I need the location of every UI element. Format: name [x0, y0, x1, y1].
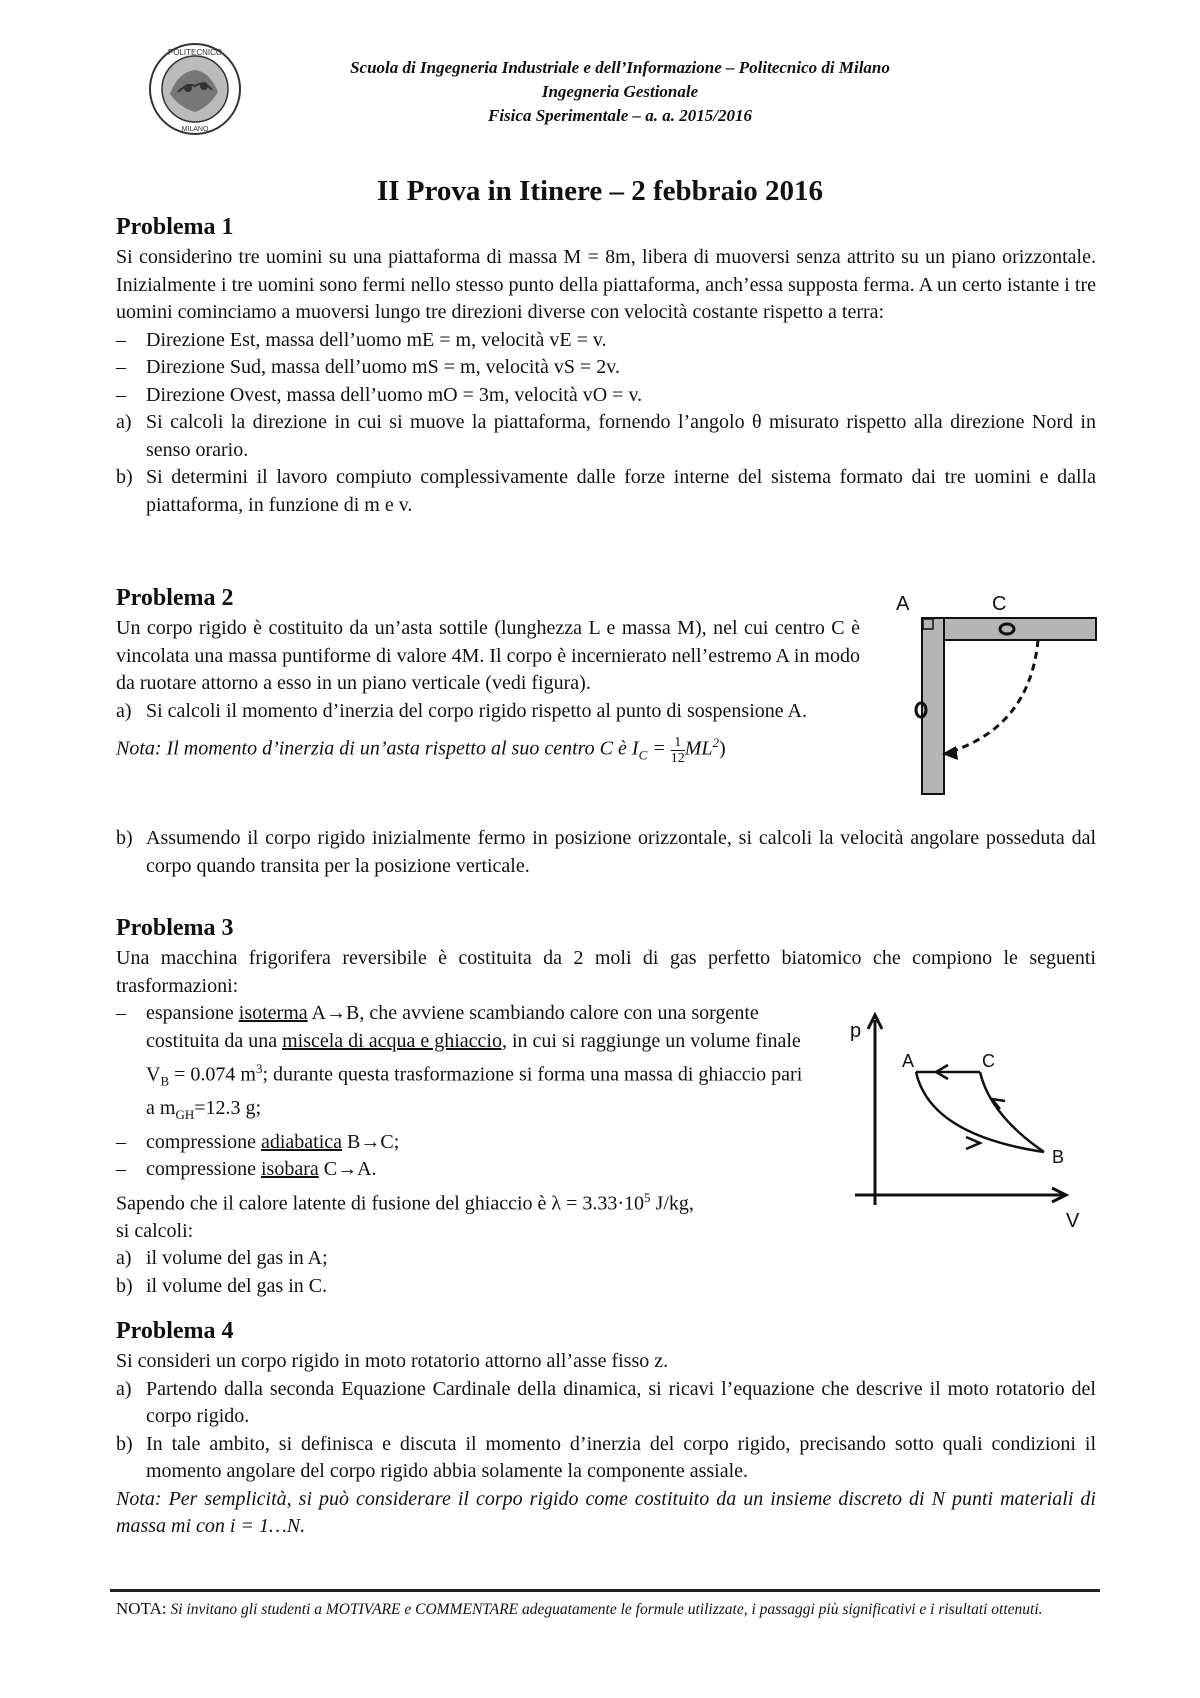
direction-item: – Direzione Ovest, massa dell’uomo mO = 3m, velocità vO = v.: [116, 383, 643, 406]
problem-1-intro: Si considerino tre uomini su una piattaforma di massa M = 8m, libera di muoversi senza attrito su un piano orizzontale. Inizialmente i tre uomini sono fermi nello stesso punto della piattaforma, anch’essa supposta ferma. A un certo istante i tre uomini cominciamo a muoversi lungo tre direzioni diverse con velocità costante rispetto a terra:: [116, 246, 1096, 323]
problem-2-question-b: b) Assumendo il corpo rigido inizialmente fermo in posizione orizzontale, si calcoli la velocità angolare posseduta dal corpo quando transita per la posizione verticale.: [116, 827, 1096, 877]
problem-4-heading: Problema 4: [116, 1318, 234, 1344]
problem-4-body: [116, 1348, 1096, 1541]
footer-label: NOTA:: [116, 1599, 167, 1618]
question-a: a) Partendo dalla seconda Equazione Cardinale della dinamica, si ricavi l’equazione che descrive il moto rotatorio del corpo rigido.: [116, 1377, 1096, 1427]
problem-2-nota: Nota: Il momento d’inerzia di un’asta rispetto al suo centro C è $I_C$ = $\frac{1}{12}$ $ML^2$): [116, 734, 726, 766]
problem-2-heading: Problema 2: [116, 585, 234, 611]
question-b: b) In tale ambito, si definisca e discuta il momento d’inerzia del corpo rigido, precisando sotto quali condizioni il momento angolare del corpo rigido abbia solamente la componente assiale.: [116, 1432, 1096, 1482]
svg-text:B: B: [1052, 1147, 1065, 1167]
transformation-item: – espansione isoterma A→B, che avviene scambiando calore con una sorgente costituita da una miscela di acqua e ghiaccio, in cui si raggiunge un volume finale $V_B = 0.074$ $m^3$; durante questa trasformazione si forma una massa di ghiaccio pari a $m_{GH}=12.3$ g;: [116, 1002, 803, 1123]
direction-item: – Direzione Est, massa dell’uomo mE = m, velocità vE = v.: [116, 328, 607, 351]
footer-text: Si invitano gli studenti a MOTIVARE e COMMENTARE adeguatamente le formule utilizzate, i passaggi più significativi e i risultati ottenuti.: [166, 1601, 1043, 1618]
problem-3-body: – espansione isoterma A→B, che avviene scambiando calore con una sorgente costituita da una miscela di acqua e ghiaccio, in cui si raggiunge un volume finale $V_B = 0.074$ $m^3$; durante questa trasformazione si forma una massa di ghiaccio pari a $m_{GH}=12.3$ g; – compressione adiabatica B→C; – compressione isobara C→A. Sapendo che il calore latente di fusione del ghiaccio è $\lambda = 3.33\cdot 10^5$ J/kg, si calcoli: a) il volume del gas in A; b) il volume del gas in C.: [116, 1000, 816, 1300]
question-a: a) Si calcoli il momento d’inerzia del corpo rigido rispetto al punto di sospensione A.: [116, 699, 807, 722]
svg-text:MILANO: MILANO: [181, 126, 209, 133]
label-a: A: [896, 593, 910, 615]
horizontal-rod: [922, 618, 1096, 640]
problem-2-intro: Un corpo rigido è costituito da un’asta sottile (lunghezza L e massa M), nel cui centro C è vincolata una massa puntiforme di valore 4M. Il corpo è incernierato nell’estremo A in modo da ruotare attorno a esso in un piano verticale (vedi figura).: [116, 617, 860, 694]
problem-3-intro: Una macchina frigorifera reversibile è costituita da 2 moli di gas perfetto biatomico che compiono le seguenti trasformazioni:: [116, 947, 1096, 997]
problem-3-heading: Problema 3: [116, 915, 234, 941]
question-b: b) Si determini il lavoro compiuto complessivamente dalle forze interne del sistema formato dai tre uomini e dalla piattaforma, in funzione di m e v.: [116, 466, 1096, 516]
header-course: Ingegneria Gestionale: [541, 82, 699, 101]
footer-divider: [110, 1589, 1100, 1592]
latent-heat: Sapendo che il calore latente di fusione del ghiaccio è $\lambda = 3.33\cdot 10^5$ J/kg,: [116, 1189, 694, 1215]
question-b: b) il volume del gas in C.: [116, 1274, 328, 1297]
header-subject: Fisica Sperimentale – a. a. 2015/2016: [488, 106, 752, 125]
problem-2-body: [116, 615, 860, 769]
problem-4-nota: Nota: Per semplicità, si può considerare il corpo rigido come costituito da un insieme discreto di N punti materiali di massa mi con i = 1…N.: [116, 1487, 1096, 1537]
problem-4-intro: Si consideri un corpo rigido in moto rotatorio attorno all’asse fisso z.: [116, 1350, 669, 1372]
fraction: $\frac{1}{12}$: [670, 734, 685, 766]
question-a: a) Si calcoli la direzione in cui si muove la piattaforma, fornendo l’angolo θ misurato rispetto alla direzione Nord in senso orario.: [116, 411, 1096, 461]
pv-diagram: [840, 1005, 1090, 1235]
header-school: Scuola di Ingegneria Industriale e dell’Informazione – Politecnico di Milano: [350, 58, 890, 77]
problem-1-heading: Problema 1: [116, 214, 234, 240]
rod-figure: [880, 588, 1100, 808]
transformation-item: – compressione adiabatica B→C;: [116, 1130, 400, 1153]
svg-text:C: C: [982, 1051, 995, 1071]
isotherm-ab: [916, 1072, 1044, 1152]
svg-text:A: A: [902, 1051, 915, 1071]
question-a: a) il volume del gas in A;: [116, 1247, 328, 1270]
label-c: C: [992, 593, 1007, 615]
svg-text:p: p: [850, 1020, 862, 1042]
svg-text:V: V: [1066, 1210, 1080, 1232]
footer-note: [116, 1596, 1096, 1622]
page-title: II Prova in Itinere – 2 febbraio 2016: [376, 175, 823, 207]
problem-1-body: [116, 244, 1096, 519]
rotation-arc: [950, 640, 1038, 752]
svg-text:POLITECNICO: POLITECNICO: [167, 48, 223, 57]
transformation-item: – compressione isobara C→A.: [116, 1158, 377, 1181]
direction-item: – Direzione Sud, massa dell’uomo mS = m, velocità vS = 2v.: [116, 356, 620, 378]
header: [200, 56, 1040, 128]
